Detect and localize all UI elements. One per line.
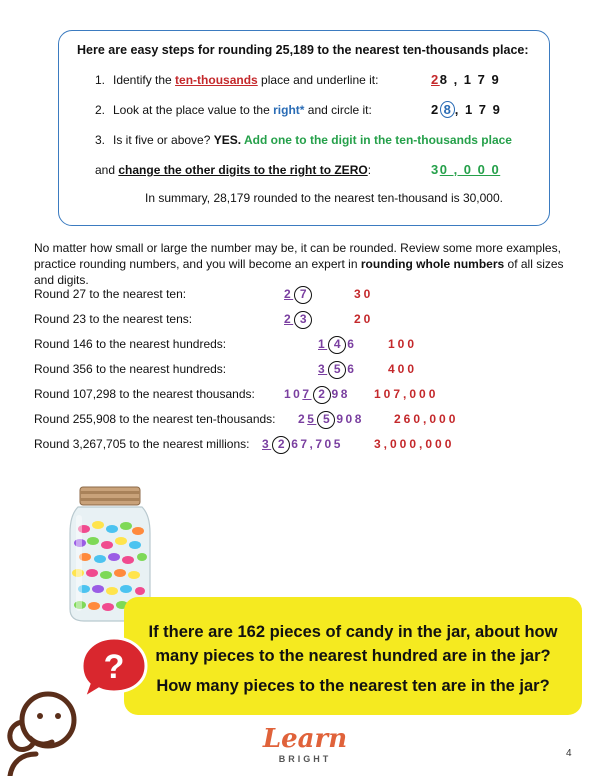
step-3-rest-digits: 0 , 0 0 0	[439, 162, 501, 177]
learn-bright-logo	[250, 718, 360, 776]
example-original	[284, 386, 350, 404]
example-digits-post: 6	[347, 362, 357, 376]
example-original	[318, 336, 356, 354]
step-3-green: Add one to the digit in the ten-thousands place	[241, 133, 512, 147]
step-3b-pre: and	[95, 163, 119, 177]
step-1-pre: Identify the	[113, 73, 176, 87]
step-3-number: 3.	[95, 133, 106, 147]
logo-word: Learn	[262, 724, 348, 754]
step-2-highlight: right*	[273, 103, 305, 117]
step-3b-post: :	[367, 163, 372, 177]
example-row	[34, 362, 574, 380]
example-result: 400	[388, 362, 418, 376]
example-label: Round 107,298 to the nearest thousands:	[34, 387, 255, 401]
step-2-post: and circle it:	[304, 103, 372, 117]
step-3-number-display	[431, 162, 500, 177]
paragraph-bold: rounding whole numbers	[360, 257, 505, 271]
example-underlined-digit: 2	[284, 287, 294, 301]
step-3-yes: YES.	[213, 133, 242, 147]
example-result: 3,000,000	[374, 437, 455, 451]
example-label: Round 146 to the nearest hundreds:	[34, 337, 227, 351]
question-line-2: many pieces to the nearest hundred are in the jar?	[155, 647, 551, 665]
paragraph-text-2: of all sizes and digits.	[34, 257, 564, 287]
example-row	[34, 287, 574, 305]
example-digits-pre: 10	[284, 387, 303, 401]
example-result: 107,000	[374, 387, 439, 401]
step-1-highlight: ten-thousands	[175, 73, 258, 87]
example-label: Round 3,267,705 to the nearest millions:	[34, 437, 250, 451]
step-2	[95, 103, 372, 117]
intro-paragraph	[34, 240, 574, 288]
example-original	[298, 411, 364, 429]
step-2-rest-digits: , 1 7 9	[454, 102, 502, 117]
steps-box	[58, 30, 550, 226]
example-result: 30	[354, 287, 374, 301]
example-row	[34, 337, 574, 355]
example-result: 260,000	[394, 412, 459, 426]
step-1-underlined-digit: 2	[431, 72, 440, 87]
example-original	[318, 361, 356, 379]
example-digits-pre: 2	[298, 412, 308, 426]
question-line-3: How many pieces to the nearest ten are in the jar?	[156, 677, 550, 695]
example-underlined-digit: 2	[284, 312, 294, 326]
example-label: Round 356 to the nearest hundreds:	[34, 362, 227, 376]
step-2-first-digit: 2	[431, 102, 440, 117]
step-3-pre: Is it five or above?	[113, 133, 214, 147]
example-label: Round 27 to the nearest ten:	[34, 287, 187, 301]
example-row	[34, 387, 574, 405]
example-underlined-digit: 1	[318, 337, 328, 351]
example-original	[284, 286, 313, 304]
example-row	[34, 312, 574, 330]
example-circled-digit: 4	[328, 336, 346, 354]
question-mark: ?	[103, 648, 125, 686]
page-number: 4	[566, 748, 572, 759]
example-original	[284, 311, 313, 329]
example-underlined-digit: 7	[302, 387, 312, 401]
step-1-number-display	[431, 72, 500, 87]
step-3-continued	[95, 163, 371, 177]
example-original	[262, 436, 343, 454]
example-circled-digit: 3	[294, 311, 312, 329]
example-label: Round 23 to the nearest tens:	[34, 312, 193, 326]
example-underlined-digit: 3	[262, 437, 272, 451]
step-2-pre: Look at the place value to the	[113, 103, 274, 117]
example-circled-digit: 5	[328, 361, 346, 379]
step-2-circled-digit: 8	[440, 101, 455, 118]
question-box	[124, 597, 582, 715]
step-1	[95, 73, 378, 87]
step-1-number: 1.	[95, 73, 106, 87]
example-underlined-digit: 5	[307, 412, 317, 426]
example-label: Round 255,908 to the nearest ten-thousands:	[34, 412, 276, 426]
example-digits-post: 6	[347, 337, 357, 351]
example-digits-post: 98	[331, 387, 350, 401]
example-circled-digit: 2	[313, 386, 331, 404]
example-circled-digit: 2	[272, 436, 290, 454]
step-3-first-digit: 3	[431, 162, 440, 177]
example-digits-post: 67,705	[291, 437, 343, 451]
example-digits-post: 908	[336, 412, 364, 426]
example-circled-digit: 7	[294, 286, 312, 304]
example-row	[34, 437, 574, 455]
step-3b-bold: change the other digits to the right to ZERO	[118, 163, 368, 177]
step-1-post: place and underline it:	[257, 73, 379, 87]
example-row	[34, 412, 574, 430]
step-1-rest-digits: 8 , 1 7 9	[439, 72, 501, 87]
example-result: 20	[354, 312, 374, 326]
example-result: 100	[388, 337, 418, 351]
thinking-person-icon	[0, 676, 100, 776]
logo-subtitle: BRIGHT	[278, 754, 332, 764]
paragraph-text-1: No matter how small or large the number may be, it can be rounded. Review some more examples, practice rounding numbers, and you will become an expert in	[34, 241, 561, 271]
summary: In summary, 28,179 rounded to the nearest ten-thousand is 30,000.	[144, 191, 503, 205]
question-line-1: If there are 162 pieces of candy in the jar, about how	[148, 623, 558, 641]
steps-title: Here are easy steps for rounding 25,189 to the nearest ten-thousands place:	[77, 43, 529, 57]
example-underlined-digit: 3	[318, 362, 328, 376]
example-circled-digit: 5	[317, 411, 335, 429]
step-2-number-display	[431, 101, 501, 118]
step-3	[95, 133, 512, 147]
step-2-number: 2.	[95, 103, 106, 117]
